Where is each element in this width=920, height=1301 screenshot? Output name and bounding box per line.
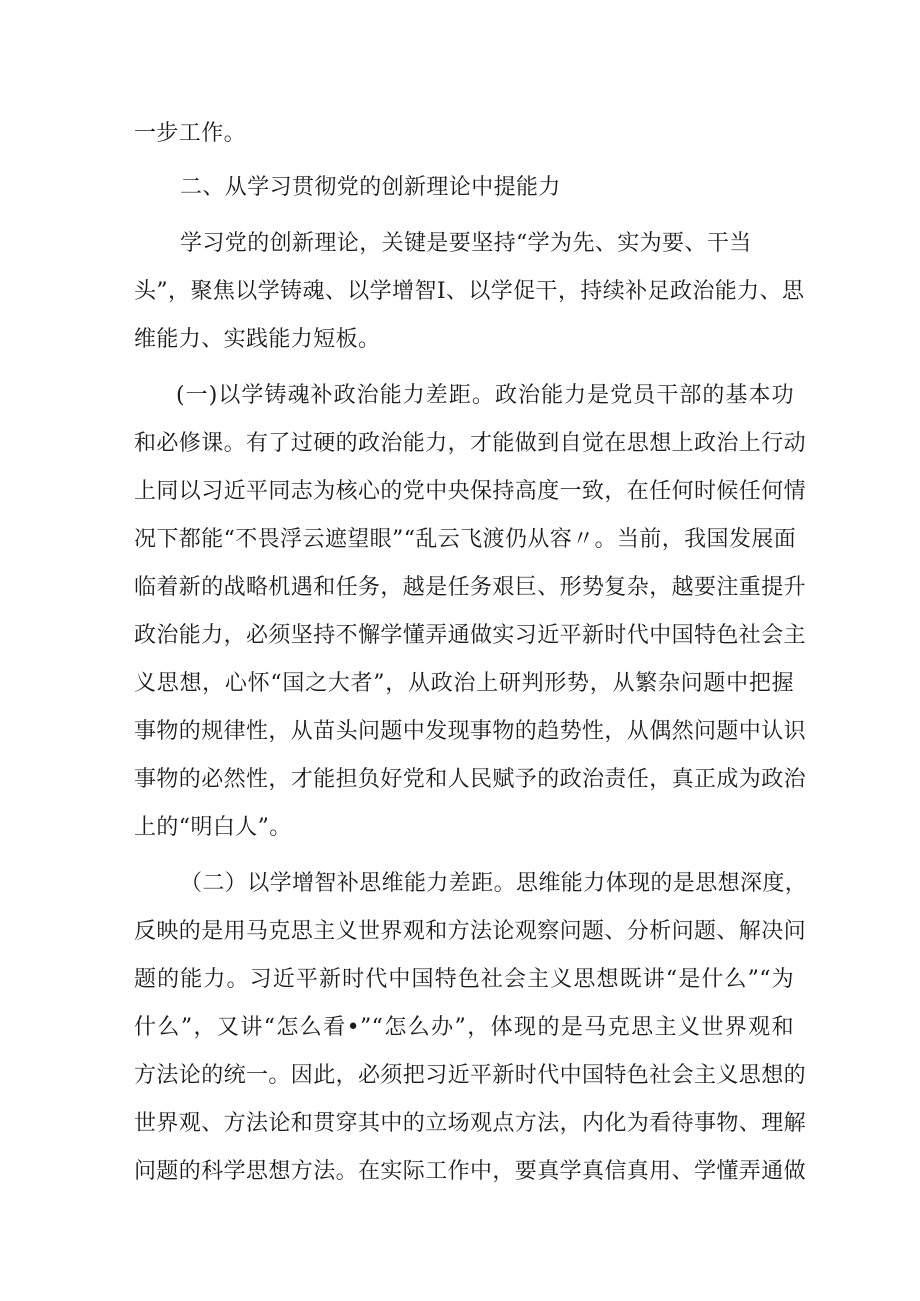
paragraph-line: 上的“明白人”。 <box>134 815 292 840</box>
paragraph-line: (一)以学铸魂补政治能力差距。政治能力是党员干部的基本功 <box>176 383 794 408</box>
paragraph-line: 问题的科学思想方法。在实际工作中，要真学真信真用、学懂弄通做 <box>134 1159 807 1184</box>
paragraph-line: 维能力、实践能力短板。 <box>134 327 381 352</box>
paragraph-line: 方法论的统一。因此，必须把习近平新时代中国特色社会主义思想的 <box>134 1063 807 1088</box>
paragraph-line: 事物的规律性，从苗头问题中发现事物的趋势性，从偶然问题中认识 <box>134 719 807 744</box>
paragraph-line: （二）以学增智补思维能力差距。思维能力体现的是思想深度， <box>180 871 808 896</box>
paragraph-line: 政治能力，必须坚持不懈学懂弄通做实习近平新时代中国特色社会主 <box>134 623 807 648</box>
section-heading: 二、从学习贯彻党的创新理论中提能力 <box>180 175 561 200</box>
paragraph-line: 义思想，心怀“国之大者”，从政治上研判形势，从繁杂问题中把握 <box>134 671 794 696</box>
paragraph-line: 学习党的创新理论，关键是要坚持“学为先、实为要、干当 <box>180 231 752 256</box>
paragraph-line: 世界观、方法论和贯穿其中的立场观点方法，内化为看待事物、理解 <box>134 1111 807 1136</box>
paragraph-line: 上同以习近平同志为核心的党中央保持高度一致，在任何时候任何情 <box>134 479 807 504</box>
paragraph-line: 临着新的战略机遇和任务，越是任务艰巨、形势复杂，越要注重提升 <box>134 575 807 600</box>
text-line-continuation: 一步工作。 <box>134 121 247 146</box>
paragraph-line: 题的能力。习近平新时代中国特色社会主义思想既讲“是什么”“为 <box>134 967 794 992</box>
paragraph-line: 和必修课。有了过硬的政治能力，才能做到自觉在思想上政治上行动 <box>134 431 807 456</box>
paragraph-line: 头”，聚焦以学铸魂、以学增智I、以学促干，持续补足政治能力、思 <box>134 279 805 304</box>
paragraph-line: 况下都能“不畏浮云遮望眼”“乱云飞渡仍从容〃。当前，我国发展面 <box>134 527 797 552</box>
paragraph-line: 什么”，又讲“怎么看•”“怎么办”，体现的是马克思主义世界观和 <box>134 1015 794 1040</box>
paragraph-line: 事物的必然性，才能担负好党和人民赋予的政治责任，真正成为政治 <box>134 767 807 792</box>
paragraph-line: 反映的是用马克思主义世界观和方法论观察问题、分析问题、解决问 <box>134 919 807 944</box>
